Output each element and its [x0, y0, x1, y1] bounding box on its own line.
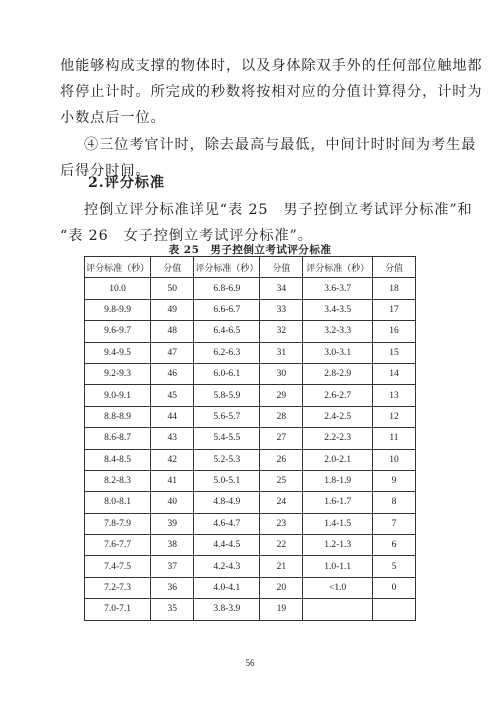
score-cell: 39 — [151, 513, 194, 534]
score-cell: 49 — [151, 299, 194, 320]
section-heading: 2.评分标准 — [88, 175, 165, 191]
table-row — [85, 278, 416, 299]
score-cell: 34 — [260, 278, 303, 299]
standard-cell: 7.6-7.7 — [85, 535, 151, 556]
standard-cell: 3.6-3.7 — [303, 278, 373, 299]
column-header-standard: 评分标准（秒） — [303, 257, 373, 278]
score-cell: 27 — [260, 428, 303, 449]
standard-cell: 2.2-2.3 — [303, 428, 373, 449]
score-cell: 44 — [151, 406, 194, 427]
score-cell: 10 — [372, 449, 415, 470]
score-cell: 7 — [372, 513, 415, 534]
paragraph-timing-rules — [60, 53, 483, 131]
score-cell: 8 — [372, 492, 415, 513]
table-row — [85, 321, 416, 342]
standard-cell: 2.4-2.5 — [303, 406, 373, 427]
standard-cell: 1.6-1.7 — [303, 492, 373, 513]
standard-cell: 10.0 — [85, 278, 151, 299]
standard-cell: 9.2-9.3 — [85, 363, 151, 384]
score-cell: 6 — [372, 535, 415, 556]
page-number: 56 — [245, 658, 255, 668]
table-row — [85, 406, 416, 427]
table-row — [85, 299, 416, 320]
table-caption: 表 25 男子控倒立考试评分标准 — [168, 244, 332, 256]
standard-cell: 4.8-4.9 — [194, 492, 260, 513]
score-cell: 32 — [260, 321, 303, 342]
text-line: 控倒立评分标准详见“表 25 男子控倒立考试评分标准”和 — [84, 202, 473, 218]
standard-cell: 8.0-8.1 — [85, 492, 151, 513]
standard-cell: 2.0-2.1 — [303, 449, 373, 470]
score-cell — [372, 599, 415, 620]
score-cell: 17 — [372, 299, 415, 320]
score-cell: 0 — [372, 577, 415, 598]
standard-cell: 9.6-9.7 — [85, 321, 151, 342]
standard-cell: 3.0-3.1 — [303, 342, 373, 363]
score-cell: 5 — [372, 556, 415, 577]
table-row — [85, 535, 416, 556]
table-row — [85, 599, 416, 620]
text-line: 小数点后一位。 — [60, 110, 166, 126]
score-cell: 43 — [151, 428, 194, 449]
score-cell: 47 — [151, 342, 194, 363]
score-cell: 36 — [151, 577, 194, 598]
score-cell: 12 — [372, 406, 415, 427]
standard-cell: <1.0 — [303, 577, 373, 598]
standard-cell: 3.8-3.9 — [194, 599, 260, 620]
score-cell: 11 — [372, 428, 415, 449]
score-cell: 22 — [260, 535, 303, 556]
table-row — [85, 577, 416, 598]
score-cell: 31 — [260, 342, 303, 363]
score-cell: 35 — [151, 599, 194, 620]
standard-cell: 7.0-7.1 — [85, 599, 151, 620]
score-cell: 33 — [260, 299, 303, 320]
column-header-standard: 评分标准（秒） — [85, 257, 151, 278]
score-cell: 38 — [151, 535, 194, 556]
score-cell: 15 — [372, 342, 415, 363]
score-cell: 23 — [260, 513, 303, 534]
standard-cell: 1.0-1.1 — [303, 556, 373, 577]
standard-cell: 4.0-4.1 — [194, 577, 260, 598]
score-cell: 41 — [151, 470, 194, 491]
standard-cell: 6.2-6.3 — [194, 342, 260, 363]
score-cell: 19 — [260, 599, 303, 620]
standard-cell: 8.2-8.3 — [85, 470, 151, 491]
score-table — [84, 256, 416, 621]
standard-cell: 4.4-4.5 — [194, 535, 260, 556]
score-cell: 18 — [372, 278, 415, 299]
table-row — [85, 385, 416, 406]
score-cell: 14 — [372, 363, 415, 384]
standard-cell: 1.2-1.3 — [303, 535, 373, 556]
score-cell: 37 — [151, 556, 194, 577]
standard-cell: 6.6-6.7 — [194, 299, 260, 320]
standard-cell: 7.2-7.3 — [85, 577, 151, 598]
score-cell: 29 — [260, 385, 303, 406]
score-cell: 13 — [372, 385, 415, 406]
standard-cell: 8.8-8.9 — [85, 406, 151, 427]
column-header-score: 分值 — [151, 257, 194, 278]
standard-cell: 2.6-2.7 — [303, 385, 373, 406]
standard-cell: 3.2-3.3 — [303, 321, 373, 342]
table-row — [85, 513, 416, 534]
score-cell: 48 — [151, 321, 194, 342]
standard-cell: 1.4-1.5 — [303, 513, 373, 534]
table-row — [85, 449, 416, 470]
table-row — [85, 492, 416, 513]
table-row — [85, 428, 416, 449]
column-header-score: 分值 — [260, 257, 303, 278]
score-cell: 20 — [260, 577, 303, 598]
standard-cell: 5.4-5.5 — [194, 428, 260, 449]
score-cell: 45 — [151, 385, 194, 406]
table-header-row — [85, 257, 416, 278]
score-cell: 40 — [151, 492, 194, 513]
score-cell: 30 — [260, 363, 303, 384]
standard-cell: 8.6-8.7 — [85, 428, 151, 449]
table-row — [85, 363, 416, 384]
score-cell: 28 — [260, 406, 303, 427]
text-line: 他能够构成支撑的物体时，以及身体除双手外的任何部位触地都 — [60, 58, 483, 74]
table-row — [85, 342, 416, 363]
score-cell: 26 — [260, 449, 303, 470]
text-line: ④三位考官计时，除去最高与最低，中间计时时间为考生最 — [84, 137, 477, 153]
standard-cell: 5.6-5.7 — [194, 406, 260, 427]
score-cell: 46 — [151, 363, 194, 384]
score-cell: 42 — [151, 449, 194, 470]
text-line: “表 26 女子控倒立考试评分标准”。 — [60, 228, 313, 244]
standard-cell: 9.0-9.1 — [85, 385, 151, 406]
score-cell: 21 — [260, 556, 303, 577]
column-header-score: 分值 — [372, 257, 415, 278]
score-cell: 24 — [260, 492, 303, 513]
score-cell: 16 — [372, 321, 415, 342]
standard-cell: 8.4-8.5 — [85, 449, 151, 470]
standard-cell: 9.8-9.9 — [85, 299, 151, 320]
standard-cell: 7.4-7.5 — [85, 556, 151, 577]
standard-cell: 5.2-5.3 — [194, 449, 260, 470]
text-line: 将停止计时。所完成的秒数将按相对应的分值计算得分，计时为 — [60, 84, 483, 100]
standard-cell: 6.0-6.1 — [194, 363, 260, 384]
standard-cell: 9.4-9.5 — [85, 342, 151, 363]
table-row — [85, 556, 416, 577]
standard-cell: 3.4-3.5 — [303, 299, 373, 320]
score-cell: 9 — [372, 470, 415, 491]
score-cell: 25 — [260, 470, 303, 491]
standard-cell: 2.8-2.9 — [303, 363, 373, 384]
standard-cell: 4.2-4.3 — [194, 556, 260, 577]
standard-cell: 5.8-5.9 — [194, 385, 260, 406]
score-cell: 50 — [151, 278, 194, 299]
standard-cell: 6.4-6.5 — [194, 321, 260, 342]
standard-cell: 1.8-1.9 — [303, 470, 373, 491]
text-line: 后得分时间。 — [60, 163, 151, 179]
standard-cell: 6.8-6.9 — [194, 278, 260, 299]
table-row — [85, 470, 416, 491]
standard-cell: 5.0-5.1 — [194, 470, 260, 491]
standard-cell: 4.6-4.7 — [194, 513, 260, 534]
column-header-standard: 评分标准（秒） — [194, 257, 260, 278]
standard-cell — [303, 599, 373, 620]
standard-cell: 7.8-7.9 — [85, 513, 151, 534]
